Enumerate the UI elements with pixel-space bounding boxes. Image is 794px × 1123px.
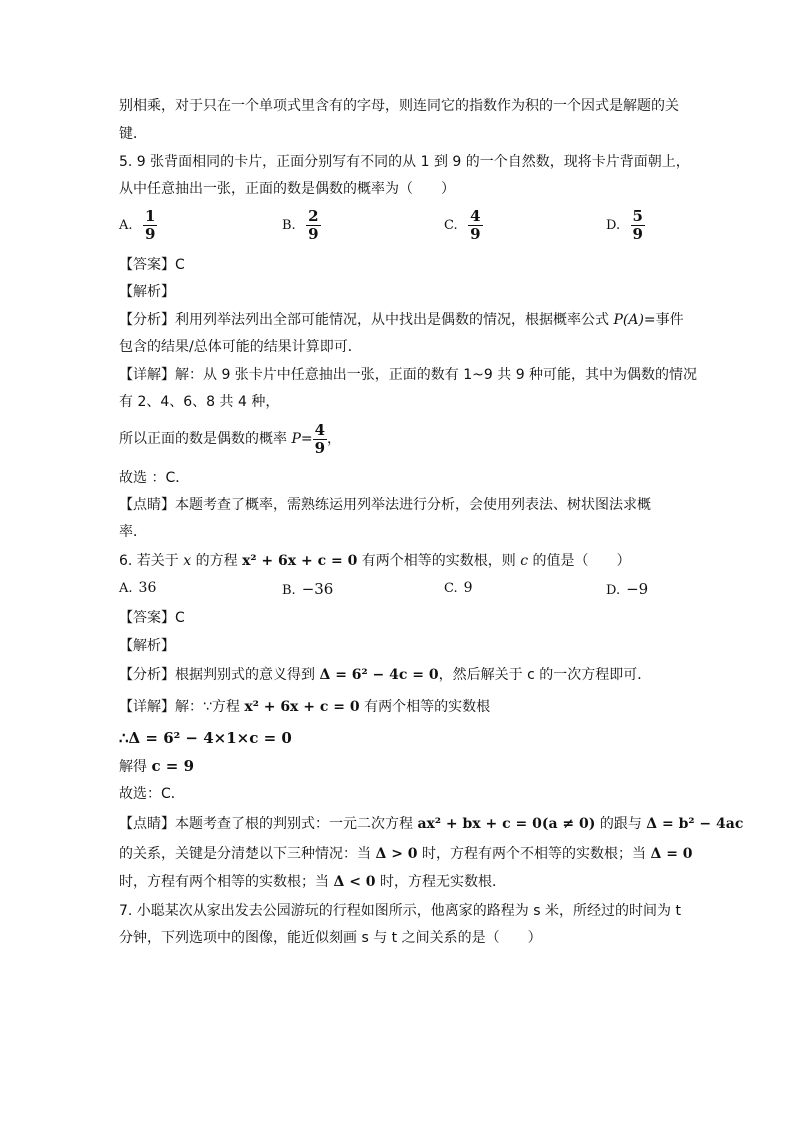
- q6-step-1: ∴Δ = 6² − 4×1×c = 0: [119, 729, 292, 747]
- fraction-denominator: 9: [144, 225, 156, 243]
- q5-stem-line-1: 5. 9 张背面相同的卡片，正面分别写有不同的从 1 到 9 的一个自然数，现将卡片背面朝上，: [119, 154, 690, 170]
- q6-detail-line: [119, 697, 490, 717]
- q5-option-c: [444, 208, 483, 243]
- q6-remark-text: 时，方程无实数根．: [375, 874, 506, 890]
- q5-option-fraction: [143, 208, 157, 243]
- q5-prob-equals: =: [300, 431, 313, 447]
- q5-option-label: A.: [119, 218, 133, 233]
- q6-option-value: 9: [463, 580, 473, 596]
- q6-answer: 【答案】C: [119, 610, 185, 626]
- q6-detail-text: 【详解】解：∵方程: [119, 699, 245, 715]
- q5-fenxi-text: 【分析】利用列举法列出全部可能情况，从中找出是偶数的情况，根据概率公式: [119, 312, 614, 328]
- q6-remark-case-3: Δ < 0: [333, 874, 376, 890]
- q6-remark-line-3: [119, 872, 506, 892]
- q5-remark-line-1: 【点睛】本题考查了概率，需熟练运用列举法进行分析，会使用列表法、树状图法求概: [119, 497, 651, 513]
- q5-remark-line-2: 率．: [119, 524, 147, 540]
- q6-analysis-line: [119, 665, 651, 685]
- q5-option-b: [282, 208, 321, 243]
- q6-stem: [119, 551, 631, 571]
- q6-remark-line-1: [119, 814, 743, 834]
- q5-probability-line: [119, 420, 341, 458]
- q7-stem-line-2: 分钟，下列选项中的图像，能近似刻画 s 与 t 之间关系的是（ ）: [119, 930, 542, 946]
- q5-detail-line-2: 有 2、4、6、8 共 4 种，: [119, 394, 280, 410]
- q5-analysis-line-2: 包含的结果/总体可能的结果计算即可．: [119, 339, 362, 355]
- fraction-numerator: 1: [144, 207, 156, 225]
- q6-option-value: −9: [626, 580, 649, 598]
- q6-option-label: C.: [444, 580, 458, 596]
- q5-option-label: B.: [282, 218, 296, 233]
- q6-step-2: [119, 756, 194, 777]
- q6-stem-text: 的方程: [191, 553, 243, 569]
- q5-answer: 【答案】C: [119, 257, 185, 273]
- q6-stem-equation: x² + 6x + c = 0: [242, 553, 358, 569]
- q6-remark-line-2: [119, 844, 693, 864]
- q6-detail-text-end: 有两个相等的实数根: [359, 699, 491, 715]
- fraction-denominator: 9: [632, 225, 643, 243]
- fraction-denominator: 9: [308, 225, 319, 243]
- q6-option-a: [119, 580, 156, 596]
- q6-option-value: −36: [301, 580, 334, 598]
- q6-stem-var-c: c: [520, 553, 529, 569]
- q6-choose: 故选：C．: [119, 786, 185, 802]
- q5-option-label: C.: [444, 218, 458, 233]
- q6-option-label: B.: [282, 582, 296, 598]
- q5-option-fraction: [468, 208, 482, 243]
- q6-remark-discriminant: Δ = b² − 4ac: [646, 816, 744, 832]
- q5-prob-symbol: P: [291, 431, 301, 447]
- q6-option-b: [282, 580, 333, 598]
- q5-stem-line-2: 从中任意抽出一张，正面的数是偶数的概率为（ ）: [119, 181, 455, 197]
- q6-stem-var-x: x: [183, 553, 192, 569]
- q6-stem-text: 有两个相等的实数根，则: [357, 553, 521, 569]
- fraction-numerator: 5: [632, 207, 643, 225]
- q6-option-c: [444, 580, 473, 596]
- q5-option-fraction: [631, 208, 645, 243]
- q6-remark-text: 的跟与: [595, 816, 647, 832]
- fraction-numerator: 2: [308, 207, 319, 225]
- q6-option-d: [606, 580, 648, 598]
- q6-option-label: D.: [606, 582, 621, 598]
- q5-option-a: [119, 208, 157, 243]
- fraction-numerator: 4: [470, 207, 481, 225]
- q6-step-2-text: 解得: [119, 759, 152, 775]
- q5-option-fraction: [306, 208, 320, 243]
- q6-fenxi-text-end: ，然后解关于 c 的一次方程即可．: [438, 667, 652, 683]
- q5-prob-comma: ，: [327, 431, 342, 447]
- q6-stem-text: 的值是（ ）: [528, 553, 631, 569]
- q6-remark-text: 的关系，关键是分清楚以下三种情况：当: [119, 846, 376, 862]
- intro-line-1: 别相乘，对于只在一个单项式里含有的字母，则连同它的指数作为积的一个因式是解题的关: [119, 98, 679, 114]
- q6-detail-equation: x² + 6x + c = 0: [244, 699, 360, 715]
- q5-analysis-line-1: [119, 310, 684, 330]
- q6-fenxi-text: 【分析】根据判别式的意义得到: [119, 667, 320, 683]
- q6-option-label: A.: [119, 580, 133, 596]
- q6-stem-text: 6. 若关于: [119, 553, 184, 569]
- fraction-denominator: 9: [314, 438, 326, 457]
- q6-step-2-equation: c = 9: [151, 757, 195, 775]
- q5-fenxi-formula: P(A): [613, 312, 644, 328]
- q5-choose: 故选 ：C．: [119, 470, 190, 486]
- q6-option-value: 36: [138, 580, 157, 596]
- q5-option-label: D.: [606, 218, 621, 233]
- intro-line-2: 键．: [119, 126, 147, 142]
- q6-remark-text: 【点睛】本题考查了根的判别式：一元二次方程: [119, 816, 418, 832]
- q5-prob-text: 所以正面的数是偶数的概率: [119, 431, 292, 447]
- q5-detail-line-1: 【详解】解：从 9 张卡片中任意抽出一张，正面的数有 1~9 共 9 种可能，其中为偶数的情况: [119, 367, 698, 383]
- q6-remark-equation: ax² + bx + c = 0(a ≠ 0): [417, 816, 596, 832]
- q5-option-d: [606, 208, 645, 243]
- fraction-denominator: 9: [470, 225, 481, 243]
- fraction-numerator: 4: [314, 420, 326, 439]
- q6-fenxi-equation: Δ = 6² − 4c = 0: [319, 667, 439, 683]
- q7-stem-line-1: 7. 小聪某次从家出发去公园游玩的行程如图所示，他离家的路程为 s 米，所经过的时间为 t: [119, 903, 681, 919]
- q6-remark-text: 时，方程有两个相等的实数根；当: [119, 874, 334, 890]
- q6-remark-text: 时，方程有两个不相等的实数根；当: [417, 846, 651, 862]
- q6-remark-case-1: Δ > 0: [375, 846, 418, 862]
- q6-analysis-heading: 【解析】: [119, 638, 175, 654]
- q5-analysis-heading: 【解析】: [119, 284, 175, 300]
- q5-prob-fraction: [313, 422, 327, 457]
- q5-fenxi-text-end: =事件: [643, 312, 684, 328]
- q6-remark-case-2: Δ = 0: [650, 846, 693, 862]
